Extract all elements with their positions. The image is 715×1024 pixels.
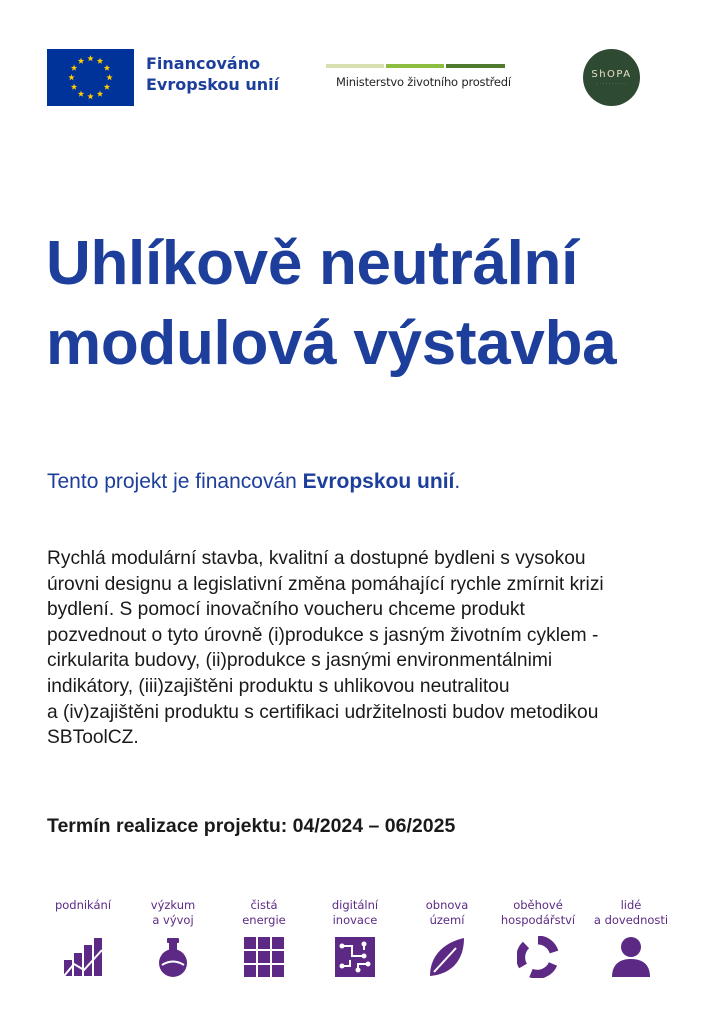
funding-prefix: Tento projekt je financován [47,470,303,493]
funding-statement [47,470,460,494]
pillar-label-2: a dovednosti [593,913,669,927]
pillar-label-2: energie [242,913,286,927]
eu-star [68,74,74,80]
description-line: cirkularita budovy, (ii)produkce s jasnými environmentálnimi [47,650,553,672]
eu-star [78,91,84,97]
pillar-label: podnikání [54,898,112,912]
eu-star [97,91,103,97]
pillar-label: obnova [425,898,469,912]
description-line: Rychlá modulární stavba, kvalitní a dostupné bydleni s vysokou [47,548,586,569]
eu-star [78,58,84,64]
project-description [47,546,687,751]
ministry-logo-name: Ministerstvo životního prostředí [336,75,511,89]
pillar-label: čistá [250,898,278,912]
pillar-circular [496,898,580,978]
page-title-line2: modulová výstavba [46,309,617,378]
description-line: indikátory, (iii)zajištěni produktu s uhlikovou neutralitou [47,675,510,697]
ministry-bar-2 [386,64,444,68]
pillar-label: výzkum [150,898,196,912]
circuit-icon [334,936,376,978]
description-line: bydlení. S pomocí inovačního voucheru chceme produkt [47,599,525,621]
pillar-label-2: inovace [332,913,378,927]
eu-star [97,58,103,64]
pillar-research [131,898,215,978]
description-line: SBToolCZ. [47,727,139,749]
bar-chart-icon [62,936,104,978]
eu-star [71,65,77,71]
ministry-bar-3 [446,64,505,68]
page-title-line1: Uhlíkově neutrální [46,229,579,298]
pillar-label-2: hospodářství [500,913,576,927]
pillar-renewal [405,898,489,978]
recycle-icon [517,936,559,978]
eu-logo-text [146,53,279,95]
funding-suffix: . [454,470,461,493]
pillar-label-2: a vývoj [152,913,194,927]
eu-logo-line1: Financováno [146,54,261,73]
eu-star [71,84,77,90]
project-term: Termín realizace projektu: 04/2024 – 06/2025 [47,815,456,837]
eu-star [104,84,110,90]
description-line: a (iv)zajištěni produktu s certifikaci udržitelnosti budov metodikou [47,701,599,723]
pillar-people [589,898,673,978]
eu-logo-line2: Evropskou unií [146,75,280,94]
eu-star [87,55,93,61]
ministry-logo-bars [326,64,505,69]
eu-star [104,65,110,71]
description-line: pozvednout o tyto úrovně (i)produkce s jasným životním cyklem - [47,624,599,646]
pillar-energy [222,898,306,978]
description-line: úrovni designu a legislativní změna pomáhající rychle zmírnit krizi [47,573,604,595]
solar-panel-icon [243,936,285,978]
eu-flag-icon [47,49,134,106]
flask-icon [152,936,194,978]
shopa-logo-tagline: · · · · · · · · · · [596,82,627,86]
pillar-label: oběhové [513,898,563,912]
ministry-bar-1 [326,64,384,68]
pillar-label-2: území [429,913,465,927]
pillar-label: digitální [331,898,379,912]
pillar-digital [313,898,397,978]
shopa-logo-name: ShOPA [591,69,632,80]
pillar-business [41,898,125,978]
leaf-icon [426,936,468,978]
funding-highlight: Evropskou unií [302,470,455,493]
shopa-logo [583,49,640,106]
eu-star [87,93,93,99]
person-icon [610,936,652,978]
pillar-label: lidé [620,898,642,912]
eu-star [106,74,112,80]
page-title [46,224,686,384]
